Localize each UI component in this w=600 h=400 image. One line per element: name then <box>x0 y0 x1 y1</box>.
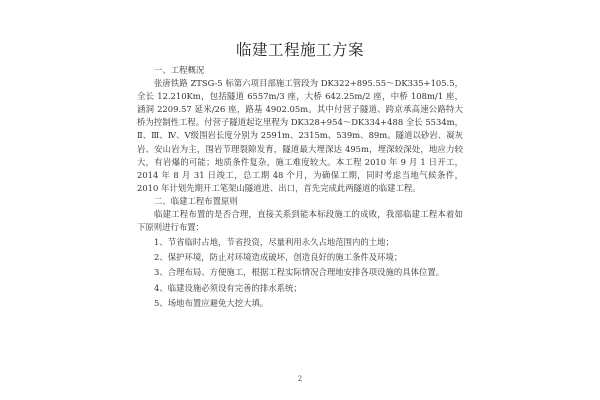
document-body <box>137 64 463 310</box>
principle-item-2: 2、保护环境，防止对环境造成破坏，创造良好的施工条件及环境； <box>154 252 403 263</box>
principle-item-4: 4、临建设施必须设有完善的排水系统； <box>154 282 302 293</box>
page-number: 2 <box>297 375 303 383</box>
overview-paragraph: 张唐铁路 ZTSG-5 标第六项目部施工管段为 DK322+895.55～DK335+105.5，全长 12.210Km，包括隧道 6557m/3 座，大桥 642.25m/2 座，中桥 108m/1 座，涵洞 2209.57 延米/26 座，路基 4902.05m。其中付营子隧道、跨京承高速公路特大桥为控制性工程。付营子隧道起讫里程为 DK328+954～DK334+488 全长 5534m，Ⅱ、Ⅲ、Ⅳ、Ⅴ级围岩长度分别为 2591m、2315m、539m、89m。隧道以砂岩、凝灰岩、安山岩为主，围岩节理裂隙发育，隧道最大埋深达 495m，埋深较深处，地应力较大，有岩爆的可能；地质条件复杂，施工难度较大。本工程 2010 年 9 月 1 日开工，2014 年 8 月 31 日竣工，总工期 48 个月，为确保工期，同时考虑当地气候条件，2010 年计划先期开工笔架山隧道进、出口，首先完成此两隧道的临建工程。 <box>137 78 463 193</box>
principles-intro-paragraph: 临建工程布置的是否合理，直接关系到能本标段施工的成败，我部临建工程本着如下原则进行布置： <box>137 209 463 233</box>
principle-item-5: 5、场地布置应避免大挖大填。 <box>154 297 269 308</box>
section-heading-overview: 一、工程概况 <box>154 65 205 75</box>
document-title: 临建工程施工方案 <box>235 41 364 59</box>
principle-item-1: 1、节省临时占地，节省投资，尽量利用永久占地范围内的土地； <box>154 237 394 248</box>
section-heading-layout-principles: 二、临建工程布置原则 <box>154 195 238 206</box>
principle-item-3: 3、合理布局、方便施工，根据工程实际情况合理地安排各项设施的具体位置。 <box>154 267 445 278</box>
